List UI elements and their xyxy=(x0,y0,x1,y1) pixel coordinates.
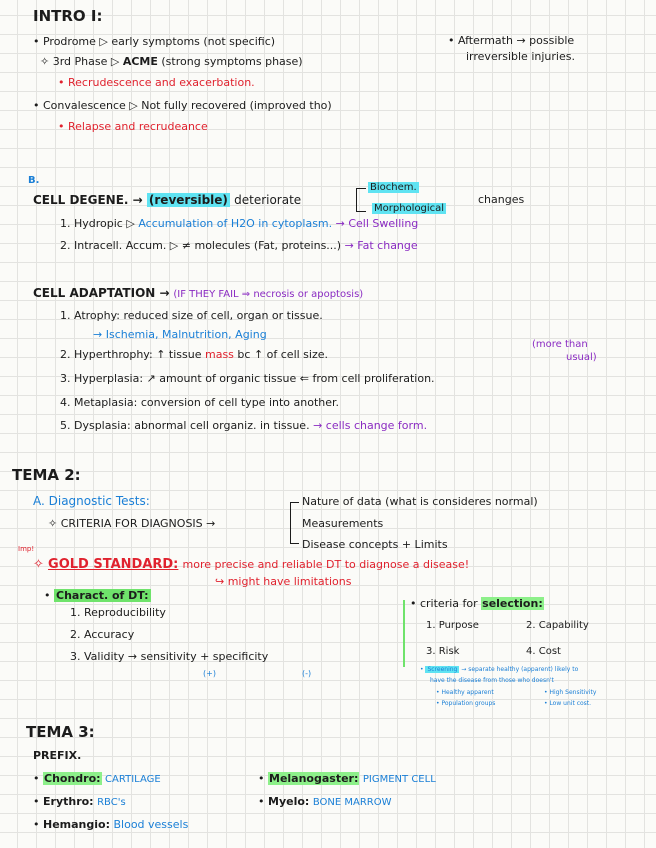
gold-standard-label: GOLD STANDARD: xyxy=(48,557,179,572)
diagnostic-tests-heading: A. Diagnostic Tests: xyxy=(33,494,150,508)
changes-text: changes xyxy=(478,193,525,206)
reproducibility: 1. Reproducibility xyxy=(70,606,166,619)
gold-standard-line xyxy=(33,558,469,573)
measurements: Measurements xyxy=(302,517,384,530)
melanogaster-def: PIGMENT CELL xyxy=(362,774,436,785)
cell-adaptation-note: (IF THEY FAIL ⇒ necrosis or apoptosis) xyxy=(173,289,364,300)
prodrome-line: • Prodrome ▷ early symptoms (not specific) xyxy=(33,35,276,48)
myelo-label: Myelo: xyxy=(268,795,310,808)
aftermath-line-1: • Aftermath → possible xyxy=(448,34,575,47)
hemangio-line: • Hemangio: Blood vessels xyxy=(33,818,189,831)
melanogaster-line: • Melanogaster: PIGMENT CELL xyxy=(258,772,436,785)
criteria-bracket xyxy=(290,502,299,544)
morphological-highlight: Morphological xyxy=(374,203,445,214)
specificity-minus: (-) xyxy=(302,669,312,678)
cells-change-form: → cells change form. xyxy=(313,419,428,432)
more-than-usual-1: (more than xyxy=(532,339,588,350)
cell-adaptation-line xyxy=(33,287,363,301)
hypertrophy-cause: bc ↑ of cell size. xyxy=(237,348,329,361)
nature-of-data: Nature of data (what is consideres normal) xyxy=(302,495,538,508)
hydropic-detail: Accumulation of H2O in cytoplasm. xyxy=(138,217,333,230)
intracell-line xyxy=(60,240,418,253)
gold-limitations: ↪ might have limitations xyxy=(215,575,352,588)
high-sensitivity: • High Sensitivity xyxy=(544,689,597,696)
criteria-selection-label: • criteria for xyxy=(410,597,478,610)
erythro-def: RBC's xyxy=(97,797,126,808)
dysplasia-line xyxy=(60,420,427,433)
sensitivity-plus: (+) xyxy=(203,669,216,678)
cell-swelling: → Cell Swelling xyxy=(335,217,419,230)
criteria-line: ✧ CRITERIA FOR DIAGNOSIS → xyxy=(48,517,216,530)
atrophy-causes: → Ischemia, Malnutrition, Aging xyxy=(93,328,267,341)
relapse-line: • Relapse and recrudeance xyxy=(58,120,208,133)
dysplasia-label: 5. Dysplasia: abnormal cell organiz. in tissue. xyxy=(60,419,310,432)
erythro-line: • Erythro: RBC's xyxy=(33,795,126,808)
capability: 2. Capability xyxy=(526,620,589,631)
accuracy: 2. Accuracy xyxy=(70,628,135,641)
tema3-title: TEMA 3: xyxy=(26,723,95,741)
screening-text-2: have the disease from those who doesn't xyxy=(430,677,554,684)
healthy-apparent: • Healthy apparent xyxy=(436,689,494,696)
chondro-label: Chondro: xyxy=(44,772,101,785)
hypertrophy-label: 2. Hyperthrophy: ↑ tissue xyxy=(60,348,202,361)
erythro-label: Erythro: xyxy=(43,795,94,808)
metaplasia-line: 4. Metaplasia: conversion of cell type into another. xyxy=(60,396,340,409)
sparkle-icon: ✧ xyxy=(33,557,44,572)
changes-bracket xyxy=(356,188,366,212)
screening-label: Screening xyxy=(427,666,458,673)
hypertrophy-line xyxy=(60,349,328,362)
section-b-label: B. xyxy=(28,175,40,186)
reversible-highlight: (reversible) xyxy=(148,193,228,207)
selection-highlight: selection: xyxy=(482,597,543,610)
hemangio-def: Blood vessels xyxy=(113,818,189,831)
cell-degene-line xyxy=(33,194,301,208)
low-unit-cost: • Low unit cost. xyxy=(544,700,592,707)
tema2-title: TEMA 2: xyxy=(12,466,81,484)
chondro-line: • Chondro: CARTILAGE xyxy=(33,772,161,785)
cell-degene-label: CELL DEGENE. → xyxy=(33,193,143,207)
acme-suffix: (strong symptoms phase) xyxy=(161,55,303,68)
chondro-def: CARTILAGE xyxy=(105,774,161,785)
hydropic-label: 1. Hydropic ▷ xyxy=(60,217,135,230)
screening-text: → separate healthy (apparent) likely to xyxy=(461,666,579,673)
biochem-highlight: Biochem. xyxy=(370,182,417,193)
cell-adaptation-title: CELL ADAPTATION → xyxy=(33,286,170,300)
hydropic-line xyxy=(60,218,418,231)
atrophy-line: 1. Atrophy: reduced size of cell, organ or tissue. xyxy=(60,309,323,322)
cost: 4. Cost xyxy=(526,646,561,657)
selection-divider xyxy=(403,600,405,667)
recrudescence-line: • Recrudescence and exacerbation. xyxy=(58,76,255,89)
myelo-line: • Myelo: BONE MARROW xyxy=(258,795,392,808)
intracell-label: 2. Intracell. Accum. ▷ ≠ molecules (Fat, proteins...) xyxy=(60,239,342,252)
convalescence-line: • Convalescence ▷ Not fully recovered (improved tho) xyxy=(33,99,332,112)
acme-word: ACME xyxy=(122,55,158,68)
prefix-heading: PREFIX. xyxy=(33,749,82,762)
gold-standard-desc: more precise and reliable DT to diagnose a disease! xyxy=(182,558,470,571)
purpose: 1. Purpose xyxy=(426,620,479,631)
intro-title: INTRO I: xyxy=(33,7,103,25)
risk: 3. Risk xyxy=(426,646,460,657)
acme-line xyxy=(40,56,303,69)
hemangio-label: Hemangio: xyxy=(43,818,110,831)
deteriorate-text: deteriorate xyxy=(234,193,302,207)
more-than-usual-2: usual) xyxy=(566,352,597,363)
validity: 3. Validity → sensitivity + specificity xyxy=(70,650,269,663)
myelo-def: BONE MARROW xyxy=(312,797,392,808)
fat-change: → Fat change xyxy=(344,239,418,252)
acme-prefix: ✧ 3rd Phase ▷ xyxy=(40,55,120,68)
population-groups: • Population groups xyxy=(436,700,496,707)
charact-label: Charact. of DT: xyxy=(56,589,149,602)
aftermath-line-2: irreversible injuries. xyxy=(466,50,575,63)
hyperplasia-line: 3. Hyperplasia: ↗ amount of organic tissue ⇐ from cell proliferation. xyxy=(60,372,435,385)
disease-concepts: Disease concepts + Limits xyxy=(302,538,448,551)
melanogaster-label: Melanogaster: xyxy=(269,772,359,785)
imp-note: Imp! xyxy=(18,545,35,553)
hypertrophy-mass: mass xyxy=(205,348,234,361)
